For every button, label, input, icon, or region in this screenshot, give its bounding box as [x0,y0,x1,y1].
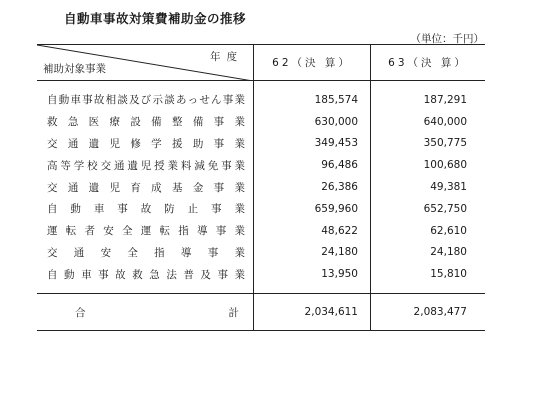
row-name: 高等学校交通遺児授業料減免事業 [37,154,254,176]
total-value-63: 2,083,477 [413,306,467,319]
table-row [37,154,485,176]
total-label-cell [37,294,254,331]
spacer-row [37,81,485,90]
row-value-62: 96,486 [254,154,371,176]
total-label-a: 合 [75,307,86,320]
row-value-62: 659,960 [254,198,371,220]
total-value-62: 2,034,611 [254,294,371,331]
row-value-63: 640,000 [423,115,467,128]
row-name: 交通遺児修学援助事業 [37,133,254,155]
header-corner-cell [37,45,254,81]
row-value-62: 26,386 [254,176,371,198]
row-value-62: 349,453 [254,133,371,155]
row-name: 自動車事故救急法普及事業 [37,263,254,285]
row-value-63: 187,291 [423,93,467,106]
header-item-label: 補助対象事業 [43,63,106,75]
row-value-63: 15,810 [430,268,467,281]
table-row [37,89,485,111]
row-value-63: 24,180 [430,246,467,259]
row-value-63: 62,610 [430,224,467,237]
row-value-62: 185,574 [254,89,371,111]
table-row [37,263,485,285]
row-name: 交通安全指導事業 [37,242,254,264]
table-header-row [37,45,485,81]
total-row [37,294,485,331]
subsidy-table [37,44,485,331]
table-row [37,242,485,264]
row-value-62: 13,950 [254,263,371,285]
table-row [37,133,485,155]
table-row [37,176,485,198]
row-value-62: 24,180 [254,242,371,264]
table-row [37,198,485,220]
row-value-62: 630,000 [254,111,371,133]
unit-note: （単位：千円） [410,33,484,45]
row-name: 運転者安全運転指導事業 [37,220,254,242]
spacer-row [37,285,485,294]
row-value-63: 49,381 [430,181,467,194]
row-name: 交通遺児育成基金事業 [37,176,254,198]
header-col-62: 62（決 算） [254,45,371,81]
row-name: 自動車事故防止事業 [37,198,254,220]
table-row [37,220,485,242]
row-value-63: 100,680 [423,159,467,172]
row-name: 自動車事故相談及び示談あっせん事業 [37,89,254,111]
header-year-label: 年度 [210,51,243,63]
row-value-63: 652,750 [423,202,467,215]
page-title: 自動車事故対策費補助金の推移 [64,11,247,26]
total-label-b: 計 [228,307,239,320]
row-value-63: 350,775 [423,137,467,150]
row-name: 救急医療設備整備事業 [37,111,254,133]
header-col-63: 63（決 算） [388,57,468,69]
table-row [37,111,485,133]
row-value-62: 48,622 [254,220,371,242]
